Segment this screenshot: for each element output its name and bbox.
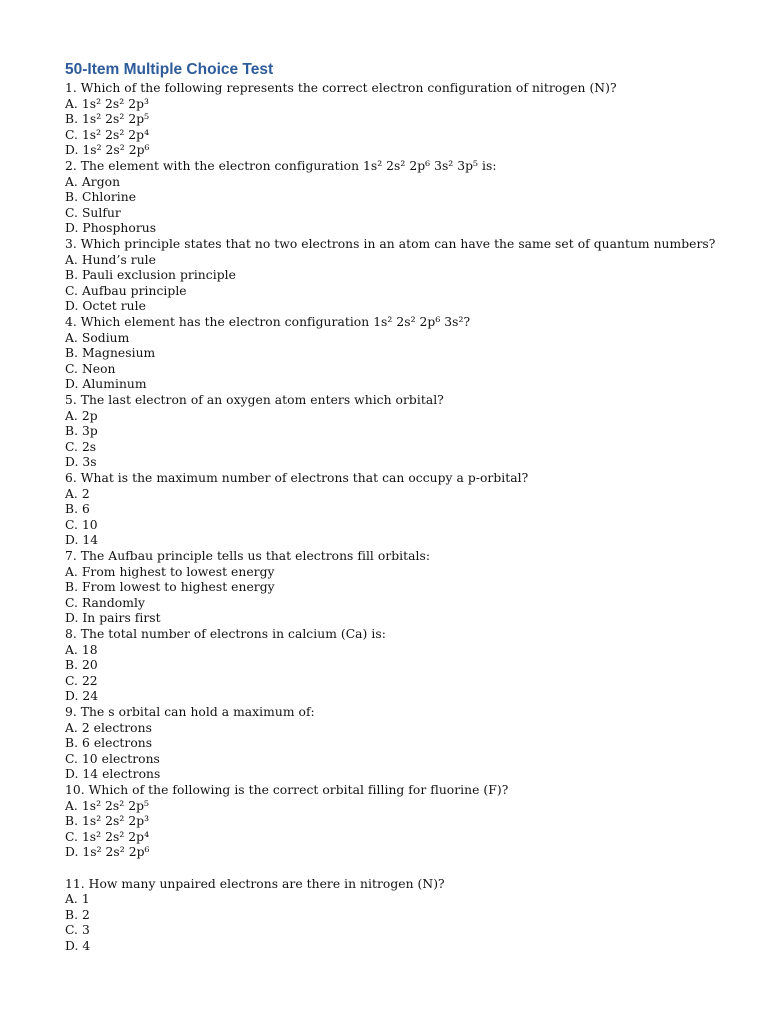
answer-option: A. 1s² 2s² 2p⁵ [65,798,149,813]
answer-option: B. 6 electrons [65,736,153,751]
answer-option: A. 1s² 2s² 2p³ [65,96,149,111]
answer-option: C. 2s [65,439,97,454]
answer-option: C. Randomly [65,595,145,610]
question-text: 5. The last electron of an oxygen atom enters which orbital? [65,393,444,407]
answer-option: B. 6 [65,502,90,517]
question-text: 3. Which principle states that no two electrons in an atom can have the same set of quantum numbers? [65,237,716,251]
answer-option: C. Aufbau principle [65,283,187,298]
answer-option: C. Neon [65,361,116,376]
answer-option: A. 2p [65,408,98,423]
answer-option: B. 1s² 2s² 2p⁵ [65,112,150,127]
answer-option: D. In pairs first [65,611,161,626]
answer-option: D. 1s² 2s² 2p⁶ [65,143,150,158]
answer-option: A. 18 [65,642,98,657]
answer-option: A. From highest to lowest energy [65,564,275,579]
answer-option: B. 20 [65,658,98,673]
question-text: 6. What is the maximum number of electrons that can occupy a p-orbital? [65,471,529,485]
question-text: 1. Which of the following represents the correct electron configuration of nitrogen (N)? [65,81,617,95]
answer-option: D. 4 [65,939,91,953]
question-text: 8. The total number of electrons in calcium (Ca) is: [65,627,386,641]
answer-option: D. Aluminum [65,377,147,392]
question-text: 2. The element with the electron configuration 1s² 2s² 2p⁶ 3s² 3p⁵ is: [65,159,497,173]
answer-option: D. 1s² 2s² 2p⁶ [65,845,150,860]
answer-option: D. 14 [65,533,99,548]
answer-option: B. Magnesium [65,346,156,361]
answer-option: A. Hund’s rule [65,252,156,267]
answer-option: B. 3p [65,424,98,439]
answer-option: C. 1s² 2s² 2p⁴ [65,127,150,142]
answer-option: A. 1 [65,892,90,907]
answer-option: C. 3 [65,923,90,938]
answer-option: B. From lowest to highest energy [65,580,275,595]
question-text: 9. The s orbital can hold a maximum of: [65,705,315,719]
answer-option: C. 22 [65,673,98,688]
answer-option: C. Sulfur [65,205,121,220]
answer-option: B. 2 [65,907,90,922]
question-text: 11. How many unpaired electrons are there in nitrogen (N)? [65,876,445,891]
answer-option: D. Octet rule [65,299,146,314]
question-text: 7. The Aufbau principle tells us that electrons fill orbitals: [65,549,431,563]
answer-option: C. 10 [65,517,98,532]
answer-option: D. 14 electrons [65,767,161,782]
answer-option: B. Chlorine [65,190,137,205]
document-title: 50-Item Multiple Choice Test [65,61,274,78]
answer-option: B. 1s² 2s² 2p³ [65,814,150,829]
question-text: 10. Which of the following is the correct orbital filling for fluorine (F)? [65,783,509,797]
answer-option: D. Phosphorus [65,221,157,236]
answer-option: A. 2 [65,486,90,501]
answer-option: D. 24 [65,689,99,704]
answer-option: A. Sodium [65,330,130,345]
question-text: 4. Which element has the electron configuration 1s² 2s² 2p⁶ 3s²? [65,315,471,329]
answer-option: A. Argon [65,174,121,189]
answer-option: B. Pauli exclusion principle [65,268,236,283]
answer-option: C. 10 electrons [65,751,160,766]
answer-option: C. 1s² 2s² 2p⁴ [65,829,150,844]
answer-option: D. 3s [65,455,97,470]
answer-option: A. 2 electrons [65,720,152,735]
